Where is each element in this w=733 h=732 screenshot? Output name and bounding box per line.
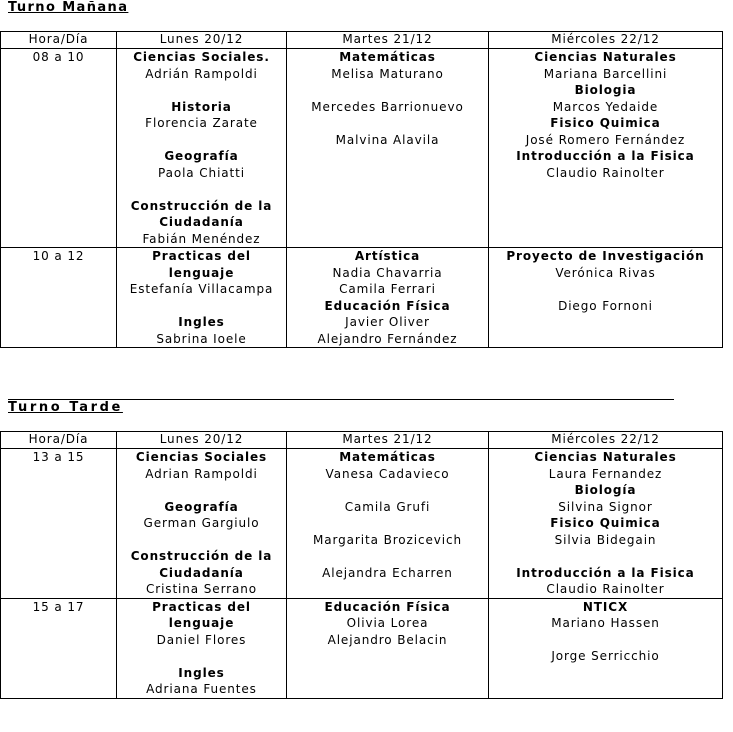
teacher-name: Mariano Hassen — [551, 616, 660, 630]
teacher-name: Claudio Rainolter — [546, 165, 665, 180]
teacher-name: Diego Fornoni — [558, 298, 653, 313]
subject-name: NTICX — [582, 599, 629, 614]
subject-name: Educación Física — [324, 599, 451, 614]
subject-name: Biologia — [574, 83, 637, 97]
class-block — [119, 99, 284, 132]
class-block — [119, 449, 284, 482]
teacher-name: Adrian Rampoldi — [145, 466, 258, 481]
class-block — [289, 49, 486, 148]
time-slot-cell: 13 a 15 — [1, 449, 117, 599]
teacher-name: Alejandra Echarren — [322, 565, 453, 580]
class-block — [491, 565, 720, 598]
table-row — [1, 49, 723, 248]
day-cell — [489, 449, 723, 599]
table-row — [1, 248, 723, 348]
class-block — [119, 599, 284, 649]
teacher-name: Adrián Rampoldi — [145, 66, 258, 81]
table-row — [1, 449, 723, 599]
spacer — [119, 482, 284, 499]
subject-name: Introducción a la Fisica — [516, 149, 695, 163]
day-cell — [117, 598, 287, 698]
teacher-name: Olivia Lorea — [346, 616, 429, 630]
subject-name: Ciencias Sociales — [135, 450, 268, 464]
day-column-header: Lunes 20/12 — [117, 32, 287, 49]
subject-name: Educación Física — [324, 298, 451, 313]
subject-name: Fisico Quimica — [550, 116, 661, 130]
class-block — [491, 482, 720, 515]
time-slot-cell: 15 a 17 — [1, 598, 117, 698]
subject-name: Artística — [354, 249, 421, 263]
spacer — [119, 532, 284, 549]
day-cell — [489, 598, 723, 698]
teacher-name: Florencia Zarate — [145, 116, 258, 130]
day-column-header: Lunes 20/12 — [117, 432, 287, 449]
spacer — [491, 632, 720, 649]
class-block — [289, 298, 486, 348]
teacher-name: Paola Chiatti — [157, 165, 245, 180]
teacher-name: Jorge Serricchio — [551, 649, 660, 663]
class-block — [119, 499, 284, 532]
class-block — [491, 49, 720, 82]
time-slot-cell: 10 a 12 — [1, 248, 117, 348]
time-slot-cell: 08 a 10 — [1, 49, 117, 248]
teacher-name: Silvia Bidegain — [554, 532, 657, 547]
subject-name: Biología — [574, 483, 637, 497]
teacher-name: Marcos Yedaide — [552, 99, 659, 114]
teacher-name: German Gargiulo — [143, 516, 260, 530]
subject-name: Geografía — [164, 149, 239, 163]
teacher-name: Margarita Brozicevich — [313, 532, 462, 547]
day-column-header: Miércoles 22/12 — [489, 432, 723, 449]
teacher-name: Mariana Barcellini — [543, 66, 668, 81]
subject-name: Proyecto de Investigación — [506, 249, 705, 263]
teacher-name: Adriana Fuentes — [146, 682, 257, 696]
day-cell — [117, 49, 287, 248]
subject-name: Ciencias Naturales — [534, 450, 677, 464]
subject-name: Construcción de la Ciudadanía — [130, 549, 273, 580]
day-cell — [287, 248, 489, 348]
spacer — [289, 548, 486, 565]
day-cell — [489, 248, 723, 348]
afternoon-schedule-table — [0, 431, 723, 699]
subject-name: Geografía — [164, 499, 239, 514]
teacher-name: Silvina Signor — [558, 499, 653, 514]
day-column-header: Martes 21/12 — [287, 432, 489, 449]
header-row — [1, 432, 723, 449]
spacer — [289, 482, 486, 499]
spacer — [289, 515, 486, 532]
day-cell — [287, 449, 489, 599]
teacher-name: Alejandro Fernández — [317, 331, 458, 346]
teacher-name: Vanesa Cadavieco — [325, 466, 450, 481]
table-row — [1, 598, 723, 698]
spacer — [119, 132, 284, 149]
teacher-name: Claudio Rainolter — [546, 582, 665, 596]
subject-name: Fisico Quimica — [550, 516, 661, 530]
teacher-name: Cristina Serrano — [145, 582, 258, 596]
subject-name: Practicas del lenguaje — [152, 599, 251, 630]
spacer — [289, 82, 486, 99]
teacher-name: Malvina Alavila — [335, 132, 440, 147]
teacher-name: Verónica Rivas — [555, 265, 656, 280]
teacher-name: José Romero Fernández — [525, 132, 686, 147]
morning-shift-title: Turno Mañana — [8, 0, 129, 15]
teacher-name: Laura Fernandez — [548, 466, 663, 481]
class-block — [119, 148, 284, 181]
header-row — [1, 32, 723, 49]
class-block — [119, 49, 284, 82]
teacher-name: Camila Grufi — [344, 499, 431, 514]
class-block — [491, 148, 720, 181]
class-block — [119, 665, 284, 698]
subject-name: Matemáticas — [339, 450, 436, 464]
class-block — [491, 449, 720, 482]
class-block — [491, 515, 720, 548]
spacer — [119, 298, 284, 315]
teacher-name: Alejandro Belacin — [327, 632, 448, 647]
morning-schedule-table — [0, 31, 723, 348]
teacher-name: Camila Ferrari — [339, 282, 436, 296]
teacher-name: Mercedes Barrionuevo — [311, 99, 464, 114]
spacer — [289, 115, 486, 132]
class-block — [491, 599, 720, 665]
afternoon-shift-title: Turno Tarde — [8, 400, 123, 415]
time-column-header: Hora/Día — [1, 432, 117, 449]
day-cell — [117, 449, 287, 599]
teacher-name: Javier Oliver — [345, 315, 430, 329]
class-block — [119, 248, 284, 298]
subject-name: Ciencias Sociales. — [133, 50, 270, 64]
class-block — [289, 599, 486, 649]
spacer — [491, 548, 720, 565]
subject-name: Ciencias Naturales — [534, 50, 677, 64]
spacer — [491, 281, 720, 298]
day-column-header: Miércoles 22/12 — [489, 32, 723, 49]
teacher-name: Daniel Flores — [156, 632, 247, 647]
class-block — [491, 82, 720, 115]
class-block — [119, 314, 284, 347]
spacer — [119, 82, 284, 99]
day-cell — [287, 598, 489, 698]
class-block — [119, 198, 284, 248]
day-cell — [287, 49, 489, 248]
spacer — [119, 181, 284, 198]
subject-name: Introducción a la Fisica — [516, 565, 695, 580]
subject-name: Ingles — [178, 315, 225, 329]
teacher-name: Estefanía Villacampa — [129, 282, 274, 296]
day-cell — [117, 248, 287, 348]
teacher-name: Nadia Chavarria — [332, 265, 443, 280]
class-block — [119, 548, 284, 598]
subject-name: Matemáticas — [339, 50, 436, 64]
teacher-name: Fabián Menéndez — [142, 231, 261, 246]
day-cell — [489, 49, 723, 248]
subject-name: Practicas del lenguaje — [152, 249, 251, 280]
subject-name: Construcción de la Ciudadanía — [130, 198, 273, 229]
class-block — [491, 115, 720, 148]
class-block — [289, 248, 486, 298]
time-column-header: Hora/Día — [1, 32, 117, 49]
subject-name: Ingles — [178, 665, 225, 680]
teacher-name: Sabrina Ioele — [156, 331, 247, 346]
teacher-name: Melisa Maturano — [331, 66, 444, 81]
day-column-header: Martes 21/12 — [287, 32, 489, 49]
class-block — [289, 449, 486, 581]
class-block — [491, 248, 720, 314]
subject-name: Historia — [171, 99, 232, 114]
spacer — [119, 648, 284, 665]
